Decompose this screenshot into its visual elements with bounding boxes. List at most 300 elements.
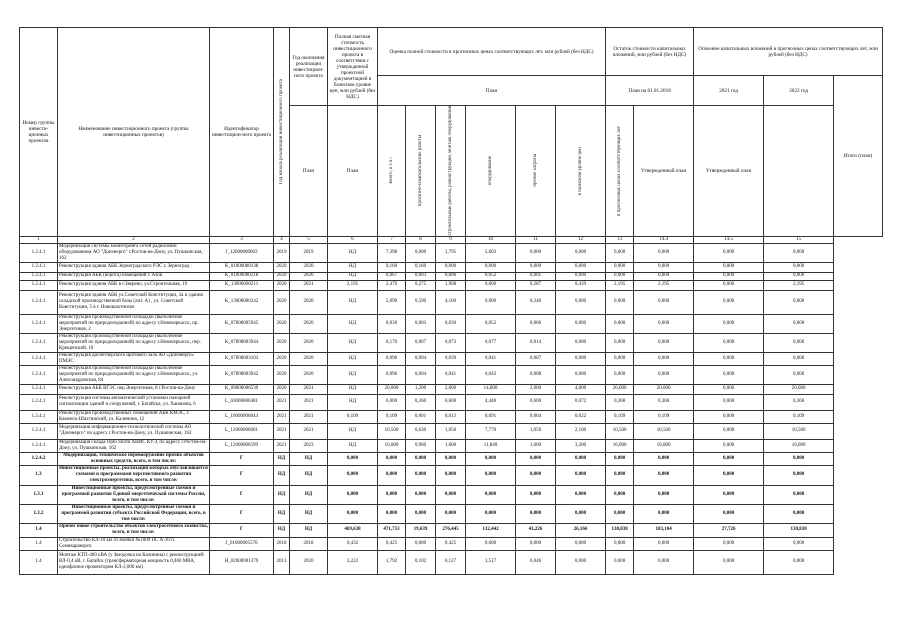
table-cell: 0,000 [328, 465, 378, 485]
table-cell: 0,043 [466, 365, 516, 384]
table-cell: 0,000 [556, 550, 606, 574]
table-cell: 0,360 [764, 394, 834, 410]
header-year-2022: 2022 год [764, 76, 834, 106]
table-cell: 1,792 [378, 550, 406, 574]
table-cell: 0,000 [634, 262, 694, 272]
table-cell: Г [210, 452, 274, 465]
table-cell: 0,000 [764, 262, 834, 272]
table-cell: 0,030 [378, 314, 406, 333]
table-cell: 0,000 [694, 243, 764, 262]
table-cell: 26,166 [556, 523, 606, 537]
table-cell: H_02000001379 [210, 550, 274, 574]
table-cell: НД [328, 423, 378, 439]
table-cell: 0,000 [694, 272, 764, 280]
column-number: 6 [328, 236, 378, 243]
table-cell: НД [274, 485, 290, 504]
header-col-8: проектно-изыскательские работы [406, 106, 436, 237]
table-cell: 2019 [274, 243, 290, 262]
table-cell: 16,000 [378, 439, 406, 452]
table-cell: 0,000 [694, 423, 764, 439]
table-row [20, 352, 883, 365]
project-name-cell: Реконструкция производственной площадки (выполнение мероприятий по природоохранной) по адресу г.Новочеркасск, пр. Энергетиков, 2 [58, 314, 210, 333]
table-cell: 0,000 [466, 504, 516, 523]
table-cell: 0,000 [466, 465, 516, 485]
table-cell: 0,000 [516, 485, 556, 504]
table-row [20, 550, 883, 574]
table-cell: 0,000 [466, 290, 516, 314]
table-row [20, 262, 883, 272]
table-cell: 2021 [290, 394, 328, 410]
table-cell: 0,000 [694, 550, 764, 574]
column-number: 9 [436, 236, 466, 243]
table-cell: 2021 [274, 394, 290, 410]
table-cell: 0,000 [694, 439, 764, 452]
table-cell: Г [210, 504, 274, 523]
table-row [20, 439, 883, 452]
table-cell: 0,004 [406, 365, 436, 384]
table-cell: 0,000 [466, 262, 516, 272]
table-cell: НД [328, 314, 378, 333]
table-cell: 0,000 [516, 465, 556, 485]
table-cell: 2020 [274, 290, 290, 314]
project-name-cell: Строительство КЛ-10 кВ от ячейки №1009 ПС А-10 п. Семикаракорск [58, 537, 210, 550]
table-cell: 2,195 [634, 280, 694, 290]
table-cell: 0,000 [556, 365, 606, 384]
table-cell: НД [274, 523, 290, 537]
table-cell: 16,000 [606, 439, 634, 452]
table-cell: 0,000 [436, 485, 466, 504]
table-cell: 0,360 [634, 394, 694, 410]
table-cell: 130,830 [764, 523, 834, 537]
table-cell: 0,077 [466, 333, 516, 352]
table-cell: 0,000 [406, 465, 436, 485]
table-row [20, 523, 883, 537]
table-cell: 0,000 [436, 465, 466, 485]
table-cell: 0,109 [378, 410, 406, 423]
table-cell: Г [210, 465, 274, 485]
table-cell: 0,000 [606, 550, 634, 574]
table-cell: 0,000 [516, 243, 556, 262]
table-cell: J_01000005576 [210, 537, 274, 550]
table-cell: 0,000 [634, 537, 694, 550]
table-cell: 1.2.4.1 [20, 384, 58, 394]
table-cell: НД [274, 452, 290, 465]
table-cell: 0,006 [436, 272, 466, 280]
table-cell: 132,442 [466, 523, 516, 537]
table-cell: 1,600 [516, 439, 556, 452]
table-cell: 0,000 [466, 452, 516, 465]
table-cell: 0,000 [606, 290, 634, 314]
table-cell: 0,960 [406, 439, 436, 452]
table-cell: НД [328, 333, 378, 352]
table-cell: 0,000 [556, 352, 606, 365]
table-cell: НД [274, 504, 290, 523]
table-cell: 0,000 [556, 290, 606, 314]
table-cell: 0,170 [378, 333, 406, 352]
table-cell: 1,050 [436, 423, 466, 439]
table-cell: K_13000000242 [210, 290, 274, 314]
header-col-12: в базисном уровне цен [556, 106, 606, 237]
table-cell: 0,000 [694, 314, 764, 333]
table-cell: 2019 [290, 243, 328, 262]
table-cell: 0,000 [328, 485, 378, 504]
table-cell: 6,000 [378, 394, 406, 410]
table-cell: 1.2.4.1 [20, 280, 58, 290]
table-cell: 0,000 [606, 314, 634, 333]
project-name-cell: Прочее новое строительство объектов электросетевого хозяйства, всего, в том числе: [59, 524, 208, 535]
table-cell: 0,127 [436, 550, 466, 574]
header-plan-on-date: План на 01.01.2018 [606, 76, 694, 106]
table-cell: НД [328, 243, 378, 262]
table-cell: 0,000 [378, 465, 406, 485]
column-number: 2 [58, 236, 210, 243]
table-cell: 0,001 [406, 410, 436, 423]
table-row [20, 333, 883, 352]
table-cell: 469,638 [328, 523, 378, 537]
header-cost-estimate: Оценка полной стоимости в прогнозных ценах соответствующих лет, млн рублей (без НДС) [378, 28, 606, 76]
table-cell: 0,000 [606, 272, 634, 280]
table-cell: 2020 [274, 384, 290, 394]
table-cell: 0,000 [436, 262, 466, 272]
table-cell: 0,000 [556, 465, 606, 485]
table-cell: 2020 [290, 550, 328, 574]
table-cell: 4,440 [466, 394, 516, 410]
table-cell: 0,014 [516, 333, 556, 352]
table-cell: 0,000 [634, 314, 694, 333]
table-cell: 0,000 [694, 537, 764, 550]
table-cell: 1.4 [20, 550, 58, 574]
header-remaining-cost: Остаток стоимости капитальных вложений, млн рублей (без НДС) [606, 28, 694, 76]
table-cell: 0,046 [516, 550, 556, 574]
table-cell: 0,000 [764, 243, 834, 262]
table-cell: 0,000 [634, 290, 694, 314]
header-plan-6: План [328, 106, 378, 237]
table-cell: 11,840 [466, 439, 516, 452]
table-cell: Г [210, 485, 274, 504]
table-cell: 0,000 [764, 314, 834, 333]
project-name-cell: Реконструкция здания АБК ул.Советской Конституции, 3а и здания складской производственной базы (лит. А) , ул. Советской Конституции, 5 в г. Новошахтинске [58, 290, 210, 314]
table-row [20, 280, 883, 290]
table-cell: 1.3.1 [20, 485, 58, 504]
table-cell: 2021 [290, 280, 328, 290]
table-cell: 1,050 [516, 423, 556, 439]
table-cell: 0,007 [516, 352, 556, 365]
table-cell: 10,500 [378, 423, 406, 439]
table-cell: 0,041 [466, 352, 516, 365]
table-cell: 1,795 [436, 243, 466, 262]
table-cell: 2,000 [516, 384, 556, 394]
table-cell: 0,041 [436, 365, 466, 384]
table-row [20, 272, 883, 280]
table-cell: 2020 [290, 290, 328, 314]
table-cell: 0,001 [516, 272, 556, 280]
project-name-cell: Монтаж КТП-400 кВА (у Звездочка на Калинина) с реконструкцией ВЛ-0,4 кВ, г. Батайск (трансформаторная мощность 0,400 МВА, однофазное прожектором КЛ-2,000 км) [58, 550, 210, 574]
table-row [20, 394, 883, 410]
table-cell: 0,000 [694, 280, 764, 290]
table-cell: 0,022 [556, 410, 606, 423]
table-cell: 10,500 [764, 423, 834, 439]
table-cell: 2018 [290, 537, 328, 550]
table-row [20, 452, 883, 465]
table-cell: 0,000 [436, 504, 466, 523]
table-cell: 0,000 [694, 352, 764, 365]
table-row [20, 537, 883, 550]
table-body [20, 243, 883, 574]
table-cell: 0,000 [764, 504, 834, 523]
table-cell: 0,013 [436, 410, 466, 423]
table-cell: L_12000006599 [210, 439, 274, 452]
header-project-name: Наименование инвестиционного проекта (группы инвестиционных проектов) [58, 28, 210, 237]
table-cell: 0,000 [406, 243, 436, 262]
table-row [20, 485, 883, 504]
table-cell: 19,639 [406, 523, 436, 537]
table-cell: 27,726 [694, 523, 764, 537]
table-cell: 0,000 [606, 452, 634, 465]
column-number-row [20, 236, 883, 243]
table-cell: 0,287 [516, 280, 556, 290]
column-number: 7 [378, 236, 406, 243]
table-cell: 0,000 [634, 243, 694, 262]
table-cell: 0,340 [516, 290, 556, 314]
table-cell: 2020 [274, 365, 290, 384]
table-cell: 1.2.4.1 [20, 314, 58, 333]
table-row [20, 290, 883, 314]
table-cell: 2021 [274, 423, 290, 439]
table-cell: 0,003 [406, 272, 436, 280]
table-cell: 7,398 [378, 243, 406, 262]
table-cell: 0,000 [764, 452, 834, 465]
table-cell: 0,000 [406, 504, 436, 523]
table-cell: 2020 [274, 333, 290, 352]
table-cell: НД [328, 394, 378, 410]
table-cell: НД [328, 272, 378, 280]
table-cell: 0,000 [466, 280, 516, 290]
table-cell: 2,100 [556, 423, 606, 439]
project-name-cell: Модернизация информационно-технологической системы АО "Донэнерго" по адресу г.Ростов-на-Дону, ул. Пушкинская, 162 [58, 423, 210, 439]
table-cell: K_13000000211 [210, 280, 274, 290]
table-cell: 2,470 [378, 280, 406, 290]
project-name-cell: Модернизация, техническое перевооружение прочих объектов основных средств, всего, в том числе: [58, 452, 210, 465]
project-name-cell: Реконструкция системы автоматической установки пожарной сигнализации зданий и сооружений, г. Батайска, ул. Хананова, 6 [58, 394, 210, 410]
table-cell: 0,000 [694, 290, 764, 314]
table-cell: 0,000 [328, 452, 378, 465]
table-cell: 1.2.4.1 [20, 410, 58, 423]
table-cell: 1,200 [406, 384, 436, 394]
table-cell: 2020 [274, 280, 290, 290]
header-end-year: Год окончания реализации инвестицион-ного проекта [290, 28, 328, 106]
table-cell: 0,360 [406, 394, 436, 410]
header-col-15: Утвержденный план [694, 106, 764, 237]
table-cell: 1,517 [466, 550, 516, 574]
header-col-9: строительные работы, реконструкция, монтаж оборудования [436, 106, 466, 237]
column-number: 14.5 [694, 236, 764, 243]
header-total-plan: Итого (план) [834, 76, 883, 237]
header-row-1 [20, 28, 883, 76]
header-capital-development: Освоение капитальных вложений в прогнозных ценах соответствующих лет, млн рублей (без НДС) [694, 28, 883, 76]
table-cell: 0,000 [406, 537, 436, 550]
table-cell: 1.3 [20, 465, 58, 485]
column-number: 10 [466, 236, 516, 243]
table-cell: 0,003 [406, 314, 436, 333]
table-cell: K_09000006539 [210, 384, 274, 394]
table-cell: 0,425 [378, 537, 406, 550]
table-cell: 0,600 [516, 394, 556, 410]
table-cell: 0,000 [556, 485, 606, 504]
table-cell: 0,000 [378, 485, 406, 504]
column-number: 8 [406, 236, 436, 243]
header-col-14: Утвержденный план [634, 106, 694, 237]
table-cell: 1.2.4.1 [20, 262, 58, 272]
table-cell: 276,445 [436, 523, 466, 537]
table-cell: 0,052 [466, 272, 516, 280]
table-cell: 2021 [290, 410, 328, 423]
column-number: 11 [516, 236, 556, 243]
table-cell: 0,006 [516, 314, 556, 333]
table-cell: 0,000 [634, 272, 694, 280]
table-cell: 2,195 [328, 280, 378, 290]
column-number: 3 [210, 236, 274, 243]
table-cell: 1.2.4.1 [20, 352, 58, 365]
table-cell: 0,000 [606, 262, 634, 272]
table-cell: 0,109 [764, 410, 834, 423]
table-cell: J_12000000003 [210, 243, 274, 262]
table-cell: 0,000 [556, 452, 606, 465]
column-number: 13 [606, 236, 634, 243]
table-cell: 0,000 [378, 452, 406, 465]
table-cell: 0,439 [556, 280, 606, 290]
table-cell: 0,072 [556, 394, 606, 410]
table-cell: НД [290, 485, 328, 504]
header-year-2021: 2021 год [694, 76, 764, 106]
table-cell: 0,000 [634, 465, 694, 485]
table-cell: 10,500 [634, 423, 694, 439]
table-cell: 0,000 [694, 465, 764, 485]
table-cell: K_07000003103 [210, 352, 274, 365]
table-cell: 1.2.4.1 [20, 290, 58, 314]
table-cell: 2,222 [328, 550, 378, 574]
table-cell: 0,073 [436, 333, 466, 352]
table-cell: 0,000 [606, 333, 634, 352]
table-cell: 0,000 [694, 504, 764, 523]
project-name-cell: Реконструкция диспетчерского щитового зала АО «Донэнерго» ПМЭС [58, 352, 210, 365]
table-cell: НД [328, 352, 378, 365]
table-cell: НД [290, 504, 328, 523]
table-cell: 2020 [290, 262, 328, 272]
table-cell: 0,109 [606, 410, 634, 423]
table-cell: 0,000 [764, 365, 834, 384]
table-cell: 2020 [274, 352, 290, 365]
table-cell: НД [328, 262, 378, 272]
table-cell: 0,600 [436, 394, 466, 410]
table-cell: 2,000 [436, 384, 466, 394]
table-cell: 0,000 [516, 537, 556, 550]
table-cell: 20,000 [634, 384, 694, 394]
table-cell: 0,590 [406, 290, 436, 314]
table-cell: K_07000003942 [210, 365, 274, 384]
table-cell: 20,000 [764, 384, 834, 394]
table-cell: 0,000 [694, 365, 764, 384]
column-number: 14.4 [634, 236, 694, 243]
header-plan: План [378, 76, 606, 106]
header-col-11: прочие затраты [516, 106, 556, 237]
table-row [20, 504, 883, 523]
table-cell: 0,000 [634, 550, 694, 574]
table-cell: 5,603 [466, 243, 516, 262]
table-cell: 0,160 [406, 262, 436, 272]
table-row [20, 314, 883, 333]
project-name-cell: Инвестиционные проекты, предусмотренные схемой и программой развития Единой энергетической системы России, всего, в том числе: [58, 485, 210, 504]
table-cell: 0,000 [694, 333, 764, 352]
table-cell: НД [290, 465, 328, 485]
table-cell: 0,000 [556, 504, 606, 523]
table-cell: НД [328, 290, 378, 314]
table-cell: 20,000 [378, 384, 406, 394]
table-cell: 0,000 [764, 352, 834, 365]
table-cell: K_07000005945 [210, 314, 274, 333]
table-cell: 0,102 [406, 550, 436, 574]
table-cell: 4,160 [436, 290, 466, 314]
table-cell: 0,275 [406, 280, 436, 290]
table-row [20, 423, 883, 439]
table-cell: 0,000 [606, 352, 634, 365]
header-project-id: Идентификатор инвестицион-ного проекта [210, 28, 274, 237]
table-cell: 2020 [290, 272, 328, 280]
table-cell: НД [328, 439, 378, 452]
table-cell: 2020 [274, 314, 290, 333]
table-cell: 0,000 [694, 485, 764, 504]
table-cell: 0,000 [694, 384, 764, 394]
table-cell: 0,004 [516, 410, 556, 423]
table-cell: K_01000000138 [210, 262, 274, 272]
table-cell: НД [290, 523, 328, 537]
table-cell: 0,000 [556, 333, 606, 352]
table-cell: 10,500 [606, 423, 634, 439]
table-cell: 0,000 [694, 262, 764, 272]
table-cell: 2021 [274, 439, 290, 452]
table-cell: 0,630 [406, 423, 436, 439]
project-name-cell: Инвестиционные проекты, предусмотренные схемой и программой развития субъекта Российской Федерации, всего, в том числе: [58, 504, 210, 523]
table-cell: 0,000 [606, 504, 634, 523]
project-name-cell: Реконструкция производственной площадки (выполнение мероприятий по природоохранной) по адресу г.Новочеркасск, пер. Крещенский, 10 [58, 333, 210, 352]
table-cell: 7,770 [466, 423, 516, 439]
table-cell: 2,195 [764, 280, 834, 290]
table-cell: Г [210, 523, 274, 537]
table-cell: 14,800 [466, 384, 516, 394]
table-cell: 2020 [290, 314, 328, 333]
project-name-cell: Реконструкция производственных помещений АБК КМЭС, г. Каменск-Шахтинский, ул. Калинина, 12 [58, 410, 210, 423]
table-cell: 130,830 [606, 523, 634, 537]
table-cell: 2023 [290, 439, 328, 452]
table-cell: 0,000 [764, 272, 834, 280]
table-cell: 1.2.4.1 [20, 423, 58, 439]
table-cell: 0,000 [406, 452, 436, 465]
column-number: 12 [556, 236, 606, 243]
table-cell: K_07000003944 [210, 333, 274, 352]
table-cell: 0,000 [634, 352, 694, 365]
table-cell: 0,160 [378, 262, 406, 272]
table-cell: 0,000 [764, 550, 834, 574]
table-cell: 1.3.2 [20, 504, 58, 523]
table-cell: 0,000 [606, 485, 634, 504]
table-cell: 0,039 [436, 352, 466, 365]
table-cell: 0,052 [466, 314, 516, 333]
table-cell: 3,200 [556, 439, 606, 452]
table-cell: 0,360 [606, 394, 634, 410]
project-name-cell: Модернизация системы мониторинга сетей радиосвязи оборудованием АО "Донэнерго" г.Ростов-на-Дону, ул. Пушкинская, 162 [58, 243, 210, 262]
table-row [20, 465, 883, 485]
table-cell: 1.2.4.1 [20, 439, 58, 452]
table-cell: НД [274, 465, 290, 485]
